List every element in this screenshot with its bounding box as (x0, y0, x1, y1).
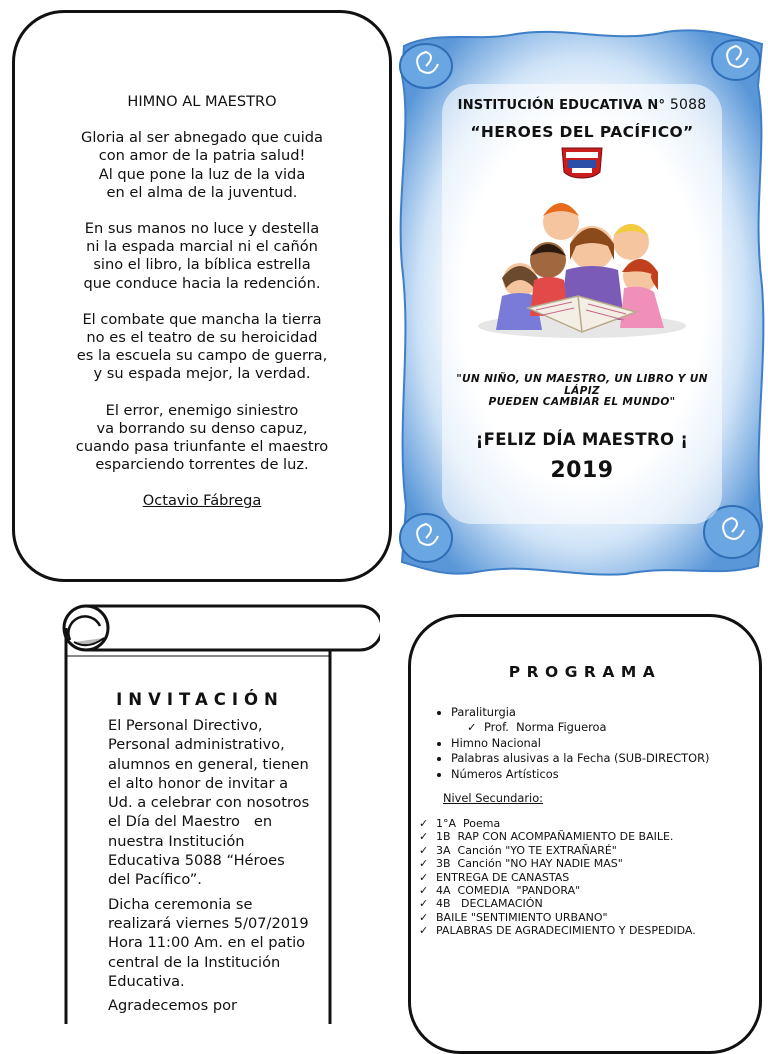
program-title: PROGRAMA (508, 663, 662, 681)
hymn-line: En sus manos no luce y destella (84, 220, 320, 238)
activity-item: ✓ BAILE "SENTIMIENTO URBANO" (419, 910, 608, 924)
hymn-line: Gloria al ser abnegado que cuida (81, 129, 323, 147)
activity-item: ✓ 3B Canción "NO HAY NADIE MAS" (419, 857, 623, 871)
nivel-label: Nivel Secundario: (443, 791, 544, 805)
hymn-line: con amor de la patria salud! (98, 147, 306, 165)
checkmark-icon: ✓ (419, 897, 429, 911)
invitation-line: del Pacífico”. (108, 871, 202, 889)
hymn-line: El combate que mancha la tierra (82, 310, 322, 328)
invitation-line: Personal administrativo, (108, 736, 285, 754)
hymn-stanza (15, 402, 389, 475)
year: 2019 (550, 458, 614, 483)
program-list (433, 705, 709, 782)
institution-number: 5088 (669, 97, 707, 113)
hymn-panel (12, 10, 392, 582)
quote (396, 374, 768, 409)
program-item: • Palabras alusivas a la Fecha (SUB-DIRECTOR) (451, 751, 709, 766)
invitation-line: Hora 11:00 Am. en el patio (108, 934, 306, 952)
hymn-line: esparciendo torrentes de luz. (95, 456, 309, 474)
hymn-line: no es el teatro de su heroicidad (86, 329, 318, 347)
hymn-line: El error, enemigo siniestro (105, 401, 299, 419)
quote-line: "UN NIÑO, UN MAESTRO, UN LIBRO Y UN (456, 373, 708, 385)
checkmark-icon: ✓ (419, 924, 429, 938)
activity-item: ✓ ENTREGA DE CANASTAS (419, 870, 570, 884)
quote-line: LÁPIZ (564, 384, 600, 397)
hymn-line: que conduce hacia la redención. (83, 274, 321, 292)
checkmark-icon: ✓ (419, 870, 429, 884)
invitation-line: Dicha ceremonia se (108, 895, 253, 913)
program-item: • Números Artísticos (451, 767, 709, 782)
program-panel (408, 614, 762, 1054)
program-subitem: ✓ Prof. Norma Figueroa (467, 720, 607, 735)
program-item: • Paraliturgia (451, 705, 709, 720)
invitation-line: El Personal Directivo, (108, 717, 263, 734)
checkmark-icon: ✓ (419, 910, 429, 924)
hymn-line: Al que pone la luz de la vida (98, 165, 306, 183)
invitation-body (108, 716, 336, 1020)
hymn-line: en el alma de la juventud. (106, 183, 298, 201)
quote-line: PUEDEN CAMBIAR EL MUNDO" (488, 396, 676, 409)
invitation-panel (60, 602, 380, 1024)
hymn-line: es la escuela su campo de guerra, (76, 347, 328, 365)
hymn-line: ni la espada marcial ni el cañón (86, 238, 318, 256)
checkmark-icon: ✓ (419, 884, 429, 898)
cover-panel (396, 26, 768, 578)
greeting: ¡FELIZ DÍA MAESTRO ¡ (475, 430, 689, 449)
invitation-line: Educativa 5088 “Héroes (108, 852, 285, 870)
school-name: “HEROES DEL PACÍFICO” (470, 123, 694, 141)
hymn-stanza (15, 220, 389, 293)
invitation-line: realizará viernes 5/07/2019 (108, 914, 309, 932)
activities-list (419, 817, 696, 938)
invitation-paragraph (108, 895, 336, 991)
activity-item: ✓ 4B DECLAMACIÓN (419, 897, 543, 911)
checkmark-icon: ✓ (419, 843, 429, 857)
invitation-line: Educativa. (108, 972, 185, 990)
invitation-line: alumnos en general, tienen (108, 755, 309, 773)
checkmark-icon: ✓ (419, 817, 429, 830)
invitation-line: el Día del Maestro en (108, 813, 273, 831)
invitation-paragraph (108, 996, 336, 1015)
program-item: • Himno Nacional (451, 736, 709, 751)
checkmark-icon: ✓ (419, 830, 429, 844)
institution-label: INSTITUCIÓN EDUCATIVA N° (457, 98, 666, 113)
invitation-paragraph (108, 716, 336, 890)
hymn-line: sino el libro, la bíblica estrella (93, 256, 311, 274)
hymn-title: HIMNO AL MAESTRO (127, 93, 277, 110)
institution-heading (396, 97, 768, 113)
activity-item: ✓ 4A COMEDIA "PANDORA" (419, 884, 581, 898)
hymn-line: va borrando su denso capuz, (96, 419, 308, 437)
invitation-line: central de la Institución (108, 953, 281, 971)
activity-item: ✓ 1B RAP CON ACOMPAÑAMIENTO DE BAILE. (419, 830, 674, 844)
activity-item: ✓ PALABRAS DE AGRADECIMIENTO Y DESPEDIDA. (419, 924, 696, 938)
invitation-title: INVITACIÓN (116, 690, 284, 709)
checkmark-icon: ✓ (467, 720, 477, 735)
checkmark-icon: ✓ (419, 857, 429, 871)
hymn-author: Octavio Fábrega (142, 492, 262, 510)
hymn-line: cuando pasa triunfante el maestro (75, 438, 329, 456)
hymn-stanza (15, 311, 389, 384)
hymn-line: y su espada mejor, la verdad. (93, 365, 311, 383)
school-crest-icon (562, 148, 602, 178)
hymn-stanza (15, 129, 389, 202)
invitation-line: Agradecemos por (108, 997, 238, 1015)
invitation-line: el alto honor de invitar a (108, 774, 289, 792)
activity-item: ✓ 1°A Poema (419, 817, 501, 830)
invitation-line: nuestra Institución (108, 832, 245, 850)
invitation-line: Ud. a celebrar con nosotros (108, 794, 310, 812)
activity-item: ✓ 3A Canción "YO TE EXTRAÑARÉ" (419, 843, 617, 857)
